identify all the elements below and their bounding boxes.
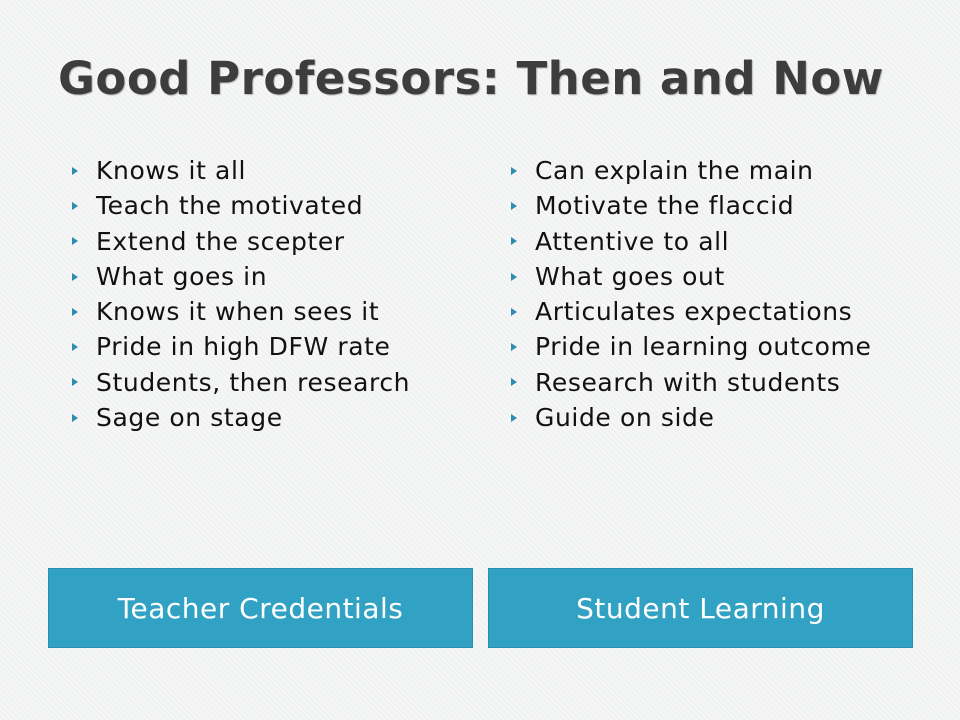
list-item-text: Research with students	[535, 367, 841, 397]
triangle-right-icon	[72, 414, 78, 422]
list-item-text: Motivate the flaccid	[535, 191, 795, 221]
triangle-right-icon	[511, 343, 517, 351]
triangle-right-icon	[72, 273, 78, 281]
triangle-right-icon	[511, 167, 517, 175]
student-learning-label: Student Learning	[576, 591, 825, 625]
list-item	[72, 400, 410, 435]
triangle-right-icon	[511, 273, 517, 281]
now-list	[511, 153, 871, 435]
then-list	[72, 153, 410, 435]
list-item-text: Extend the scepter	[96, 226, 345, 256]
triangle-right-icon	[72, 237, 78, 245]
teacher-credentials-box	[48, 568, 473, 648]
list-item-text: Knows it all	[96, 156, 247, 185]
triangle-right-icon	[72, 378, 78, 386]
list-item	[511, 365, 871, 400]
list-item-text: Pride in high DFW rate	[96, 332, 391, 362]
list-item	[511, 224, 871, 259]
list-item-text: Sage on stage	[96, 403, 283, 433]
list-item-text: What goes in	[96, 261, 268, 291]
list-item	[72, 188, 410, 223]
triangle-right-icon	[72, 343, 78, 351]
triangle-right-icon	[72, 202, 78, 210]
list-item-text: What goes out	[535, 261, 725, 291]
list-item-text: Can explain the main	[535, 156, 814, 185]
list-item-text: Students, then research	[96, 367, 411, 397]
list-item	[511, 329, 871, 364]
list-item-text: Teach the motivated	[96, 191, 364, 221]
list-item	[72, 365, 410, 400]
triangle-right-icon	[511, 237, 517, 245]
triangle-right-icon	[511, 378, 517, 386]
list-item	[72, 329, 410, 364]
teacher-credentials-label: Teacher Credentials	[117, 591, 404, 625]
slide-title: Good Professors: Then and Now	[58, 52, 884, 105]
list-item	[72, 224, 410, 259]
list-item	[72, 153, 410, 188]
list-item	[72, 294, 410, 329]
triangle-right-icon	[511, 202, 517, 210]
list-item	[511, 153, 871, 188]
list-item-text: Knows it when sees it	[96, 297, 380, 327]
triangle-right-icon	[72, 167, 78, 175]
list-item	[511, 259, 871, 294]
triangle-right-icon	[72, 308, 78, 316]
list-item	[72, 259, 410, 294]
triangle-right-icon	[511, 308, 517, 316]
list-item-text: Articulates expectations	[535, 297, 853, 327]
list-item	[511, 188, 871, 223]
student-learning-box	[488, 568, 913, 648]
list-item-text: Pride in learning outcome	[535, 332, 872, 362]
triangle-right-icon	[511, 414, 517, 422]
list-item	[511, 400, 871, 435]
list-item-text: Attentive to all	[535, 226, 730, 256]
list-item-text: Guide on side	[535, 403, 715, 433]
list-item	[511, 294, 871, 329]
